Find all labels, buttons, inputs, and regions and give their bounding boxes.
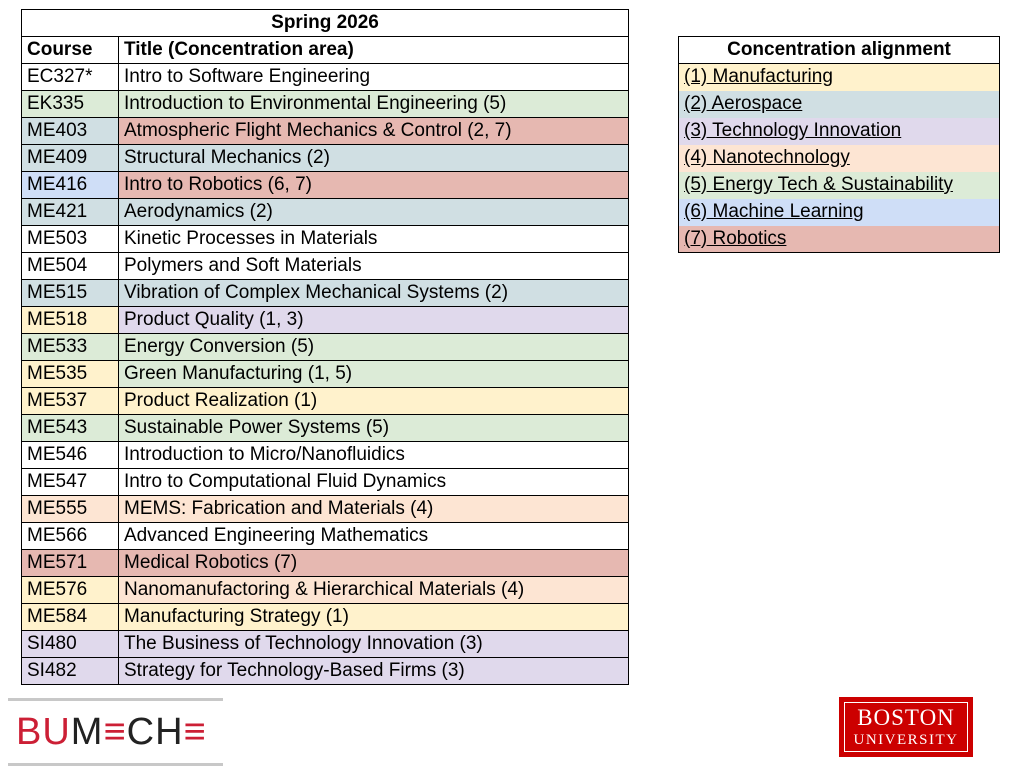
- course-title: MEMS: Fabrication and Materials (4): [119, 496, 629, 523]
- course-title: Advanced Engineering Mathematics: [119, 523, 629, 550]
- legend-items: [679, 64, 1000, 253]
- legend-item: [679, 145, 1000, 172]
- course-code: ME576: [22, 577, 119, 604]
- course-row: [22, 226, 629, 253]
- course-code: SI482: [22, 658, 119, 685]
- course-title: Vibration of Complex Mechanical Systems (2): [119, 280, 629, 307]
- legend-label: (4) Nanotechnology: [684, 147, 850, 168]
- course-code: ME518: [22, 307, 119, 334]
- course-code: ME546: [22, 442, 119, 469]
- course-title: Introduction to Micro/Nanofluidics: [119, 442, 629, 469]
- course-row: [22, 658, 629, 685]
- course-code: ME515: [22, 280, 119, 307]
- course-code: SI480: [22, 631, 119, 658]
- course-title: Sustainable Power Systems (5): [119, 415, 629, 442]
- legend-item: [679, 91, 1000, 118]
- course-code: ME537: [22, 388, 119, 415]
- course-title: Intro to Robotics (6, 7): [119, 172, 629, 199]
- course-code: ME503: [22, 226, 119, 253]
- course-title: Atmospheric Flight Mechanics & Control (2, 7): [119, 118, 629, 145]
- course-row: [22, 334, 629, 361]
- course-row: [22, 577, 629, 604]
- title-column-header: Title (Concentration area): [119, 37, 629, 64]
- course-code: ME409: [22, 145, 119, 172]
- course-row: [22, 253, 629, 280]
- course-row: [22, 442, 629, 469]
- course-title: Product Realization (1): [119, 388, 629, 415]
- legend-item: [679, 64, 1000, 91]
- course-rows: [22, 64, 629, 685]
- course-code: ME403: [22, 118, 119, 145]
- legend-label: (1) Manufacturing: [684, 66, 833, 88]
- legend-row: [679, 145, 1000, 172]
- bumeche-logo: BUM≡CH≡: [16, 711, 207, 753]
- legend-label: (5) Energy Tech & Sustainability: [684, 174, 953, 195]
- course-row: [22, 550, 629, 577]
- legend-row: [679, 91, 1000, 118]
- course-code: ME584: [22, 604, 119, 631]
- course-title: Energy Conversion (5): [119, 334, 629, 361]
- course-title: Intro to Software Engineering: [119, 64, 629, 91]
- course-row: [22, 64, 629, 91]
- course-title: Product Quality (1, 3): [119, 307, 629, 334]
- course-code: ME543: [22, 415, 119, 442]
- course-title: Kinetic Processes in Materials: [119, 226, 629, 253]
- course-row: [22, 199, 629, 226]
- legend-label: (6) Machine Learning: [684, 201, 864, 222]
- course-row: [22, 415, 629, 442]
- legend-row: [679, 172, 1000, 199]
- course-row: [22, 145, 629, 172]
- legend-row: [679, 64, 1000, 91]
- course-code: ME504: [22, 253, 119, 280]
- course-code: ME421: [22, 199, 119, 226]
- course-title: Medical Robotics (7): [119, 550, 629, 577]
- course-code: ME555: [22, 496, 119, 523]
- course-code: ME571: [22, 550, 119, 577]
- course-code: ME416: [22, 172, 119, 199]
- course-code: EC327*: [22, 64, 119, 91]
- course-code: ME533: [22, 334, 119, 361]
- course-code: EK335: [22, 91, 119, 118]
- legend-label: (2) Aerospace: [684, 93, 803, 114]
- course-row: [22, 361, 629, 388]
- course-code: ME566: [22, 523, 119, 550]
- legend-row: [679, 226, 1000, 253]
- course-row: [22, 388, 629, 415]
- course-title: Structural Mechanics (2): [119, 145, 629, 172]
- course-row: [22, 118, 629, 145]
- course-title: Introduction to Environmental Engineering (5): [119, 91, 629, 118]
- course-title: The Business of Technology Innovation (3): [119, 631, 629, 658]
- course-title: Aerodynamics (2): [119, 199, 629, 226]
- course-row: [22, 469, 629, 496]
- legend-label: (7) Robotics: [684, 227, 787, 249]
- legend-item: [679, 118, 1000, 145]
- legend-item: [679, 199, 1000, 226]
- legend-row: [679, 199, 1000, 226]
- course-title: Polymers and Soft Materials: [119, 253, 629, 280]
- course-row: [22, 91, 629, 118]
- course-row: [22, 280, 629, 307]
- course-table: [21, 9, 629, 685]
- concentration-legend: [678, 36, 1000, 253]
- course-title: Green Manufacturing (1, 5): [119, 361, 629, 388]
- course-row: [22, 523, 629, 550]
- legend-title: Concentration alignment: [679, 37, 1000, 64]
- course-row: [22, 172, 629, 199]
- legend-row: [679, 118, 1000, 145]
- semester-title: Spring 2026: [22, 10, 629, 37]
- course-row: [22, 307, 629, 334]
- course-column-header: Course: [22, 37, 119, 64]
- course-title: Intro to Computational Fluid Dynamics: [119, 469, 629, 496]
- logo-bottom-rule: [8, 763, 223, 766]
- legend-item: [679, 172, 1000, 199]
- course-title: Strategy for Technology-Based Firms (3): [119, 658, 629, 685]
- legend-label: (3) Technology Innovation: [684, 120, 902, 141]
- boston-university-logo: BOSTON UNIVERSITY: [839, 697, 973, 757]
- course-title: Nanomanufactoring & Hierarchical Materials (4): [119, 577, 629, 604]
- course-code: ME547: [22, 469, 119, 496]
- course-row: [22, 496, 629, 523]
- legend-item: [679, 226, 1000, 253]
- course-code: ME535: [22, 361, 119, 388]
- logo-top-rule: [8, 698, 223, 701]
- course-row: [22, 604, 629, 631]
- course-title: Manufacturing Strategy (1): [119, 604, 629, 631]
- course-row: [22, 631, 629, 658]
